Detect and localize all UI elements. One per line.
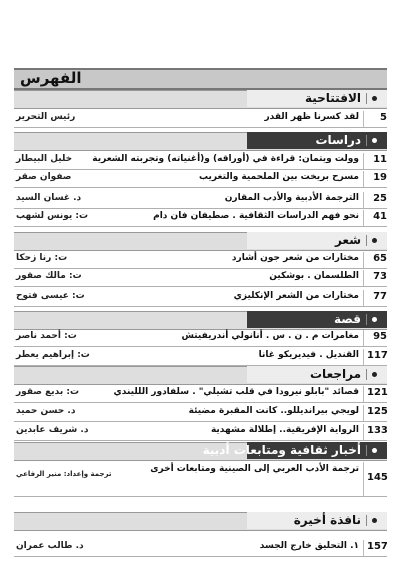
entry-title: مغامرات م . ن . س . أنانولي أندريفيتش <box>181 331 359 341</box>
page-number: 19 <box>373 172 387 183</box>
section-label-block <box>247 232 387 249</box>
entry-title: لقد كسرنا ظهر القدر <box>264 112 359 122</box>
column-divider <box>363 192 364 208</box>
section-title: الافتتاحية <box>304 91 361 105</box>
separator <box>366 369 367 380</box>
separator <box>366 515 367 526</box>
section-header <box>14 512 387 529</box>
toc-entry[interactable] <box>14 270 387 287</box>
bullet-icon <box>372 238 377 243</box>
section-title: نافذة أخيرة <box>293 513 361 527</box>
entry-title: الترجمة الأدبية والأدب المقارن <box>224 193 359 203</box>
section-label-block <box>202 442 387 459</box>
page-number: 125 <box>367 406 388 417</box>
toc-entry[interactable] <box>14 540 387 557</box>
entry-title: الرواية الإفريقية.. إطلالة مشهدية <box>210 425 359 435</box>
entry-author: رئيس التحرير <box>16 112 76 122</box>
section-header <box>14 442 387 459</box>
entry-title: الطلسمان . بوشكين <box>269 271 359 281</box>
page-number: 95 <box>373 331 387 342</box>
page-number: 117 <box>367 350 388 361</box>
entry-author: ت: بديع صقور <box>16 387 80 397</box>
page-number: 11 <box>373 154 387 165</box>
toc-entry[interactable] <box>14 386 387 403</box>
column-divider <box>363 462 364 496</box>
entry-title: مسرح بريخت بين الملحمية والتغريب <box>198 172 359 182</box>
page-number: 5 <box>380 112 387 123</box>
section-title: مراجعات <box>310 367 361 381</box>
column-divider <box>363 330 364 346</box>
section-label-block <box>247 311 387 328</box>
toc-entry[interactable] <box>14 153 387 170</box>
column-divider <box>363 405 364 421</box>
section-label-block <box>247 90 387 107</box>
entry-title: نحو فهم الدراسات الثقافية . صطيفان فان دام <box>153 211 359 221</box>
separator <box>366 93 367 104</box>
section-label-block <box>247 366 387 383</box>
entry-author: ت: أحمد ناصر <box>16 331 77 341</box>
column-divider <box>363 540 364 556</box>
column-divider <box>363 424 364 440</box>
toc-entry[interactable] <box>14 424 387 441</box>
entry-author: ت: رنا زحكا <box>16 253 68 263</box>
entry-author: ت: إبراهيم يعطر <box>16 350 90 360</box>
page-number: 65 <box>373 253 387 264</box>
separator <box>366 445 367 456</box>
column-divider <box>363 153 364 169</box>
entry-author: د. حسن حميد <box>16 406 76 416</box>
toc-entry[interactable] <box>14 210 387 227</box>
bullet-icon <box>372 518 377 523</box>
section-title: قصة <box>334 312 361 326</box>
entry-title: وولت ويتمان: قراءة في (أوراقه) و(أغنياته) وتجربته الشعرية <box>92 154 359 164</box>
page-number: 145 <box>367 472 388 483</box>
entry-title: ترجمة الأدب العربي إلى الصينية ومتابعات أخرى <box>150 464 359 474</box>
section-title: أخبار ثقافية ومتابعات أدبية <box>202 443 361 457</box>
toc-entry[interactable] <box>14 330 387 347</box>
entry-title: مختارات من الشعر الإنكليزي <box>233 291 359 301</box>
separator <box>366 135 367 146</box>
entry-author: ت: عيسى فتوح <box>16 291 85 301</box>
entry-author: ت: يونس لشهب <box>16 211 89 221</box>
column-divider <box>363 252 364 268</box>
toc-entry[interactable] <box>14 192 387 209</box>
section-header <box>14 366 387 383</box>
entry-author: ت: مالك صقور <box>16 271 82 281</box>
entry-title: مختارات من شعر جون أشارد <box>231 253 359 263</box>
separator <box>366 314 367 325</box>
column-divider <box>363 349 364 365</box>
page-number: 133 <box>367 425 388 436</box>
toc-entry[interactable] <box>14 349 387 366</box>
column-divider <box>363 111 364 127</box>
bullet-icon <box>372 317 377 322</box>
entry-author: صفوان صقر <box>16 172 72 182</box>
entry-title: لويجي بيرانديللو.. كانت المقبرة مضيئة <box>188 406 359 416</box>
toc-title: الفهرس <box>20 69 82 87</box>
separator <box>366 235 367 246</box>
section-header <box>14 232 387 249</box>
section-label-block <box>247 512 387 529</box>
section-title: دراسات <box>315 133 361 147</box>
bullet-icon <box>372 372 377 377</box>
toc-entry[interactable] <box>14 290 387 307</box>
column-divider <box>363 270 364 286</box>
bullet-icon <box>372 448 377 453</box>
entry-author: د. طالب عمران <box>16 541 84 551</box>
entry-author: د. غسان السيد <box>16 193 82 203</box>
entry-title: القنديل . فيديريكو غانا <box>258 350 359 360</box>
toc-entry[interactable] <box>14 252 387 269</box>
page-number: 41 <box>373 211 387 222</box>
toc-entry[interactable] <box>14 405 387 422</box>
page-number: 25 <box>373 193 387 204</box>
section-header <box>14 311 387 328</box>
page-number: 121 <box>367 387 388 398</box>
toc-title-bar <box>14 68 387 90</box>
bullet-icon <box>372 96 377 101</box>
page-number: 77 <box>373 291 387 302</box>
page-number: 157 <box>367 541 388 552</box>
bullet-icon <box>372 138 377 143</box>
column-divider <box>363 210 364 226</box>
entry-title: ۱. التحليق خارج الجسد <box>259 541 359 551</box>
section-header <box>14 132 387 149</box>
page-number: 73 <box>373 271 387 282</box>
entry-author: د. شريف عابدين <box>16 425 89 435</box>
column-divider <box>363 290 364 306</box>
column-divider <box>363 171 364 187</box>
entry-author: خليل البيطار <box>16 154 73 164</box>
toc-entry[interactable] <box>14 171 387 188</box>
entry-title: قصائد "بابلو نيرودا في قلب تشيلي" . سلفادور اللليندي <box>113 387 359 397</box>
entry-author: ترجمة وإعداد: منير الرفاعي <box>16 470 112 478</box>
column-divider <box>363 386 364 402</box>
toc-entry[interactable] <box>14 111 387 128</box>
section-title: شعر <box>334 233 361 247</box>
section-header <box>14 90 387 107</box>
section-label-block <box>247 132 387 149</box>
toc-entry[interactable] <box>14 462 387 497</box>
